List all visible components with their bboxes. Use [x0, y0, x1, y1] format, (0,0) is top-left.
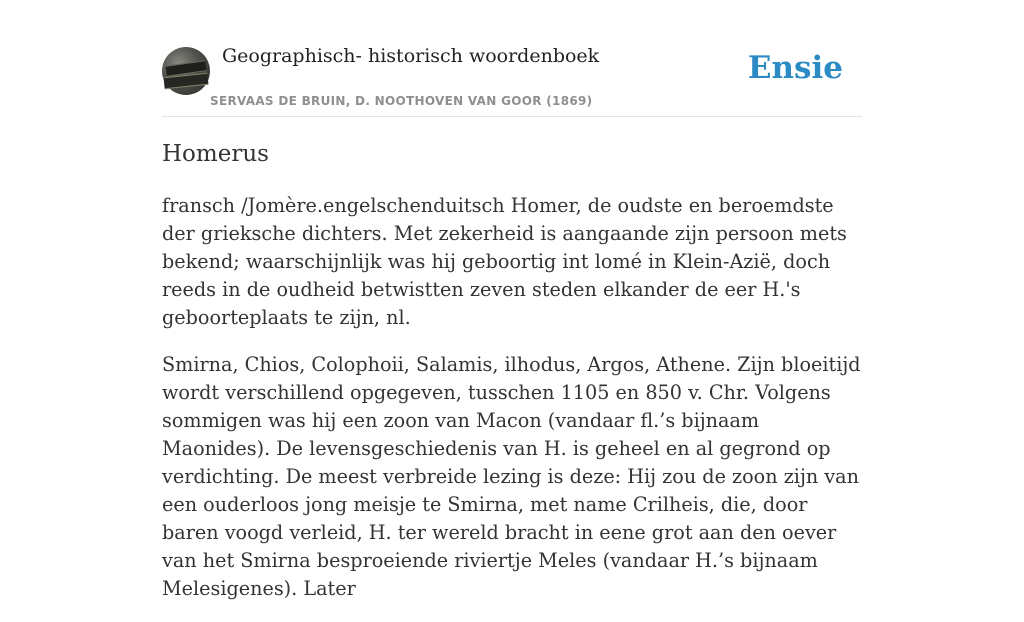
book-cover-avatar[interactable]: [162, 47, 210, 95]
entry-body: [162, 192, 862, 622]
ensie-logo-link[interactable]: Ensie: [747, 50, 843, 86]
entry-paragraph: fransch /Jomère.engelschenduitsch Homer, de oudste en beroemdste der grieksche dichters. Met zekerheid is aangaande zijn persoon mets bekend; waarschijnlijk was hij geboortig int lomé in Klein-Azië, doch reeds in de oudheid betwistten zeven steden elkander de eer H.'s geboorteplaats te zijn, nl.: [162, 194, 847, 329]
content-container: [162, 0, 862, 600]
entry-title: Homerus: [162, 141, 269, 167]
entry-paragraph: Smirna, Chios, Colophoii, Salamis, ilhodus, Argos, Athene. Zijn bloeitijd wordt verschillend opgegeven, tusschen 1105 en 850 v. Chr. Volgens sommigen was hij een zoon van Macon (vandaar fl.’s bijnaam Maonides). De levensgeschiedenis van H. is geheel en al gegrond op verdichting. De meest verbreide lezing is deze: Hij zou de zoon zijn van een ouderloos jong meisje te Smirna, met name Crilheis, die, door baren voogd verleid, H. ter wereld bracht in eene grot aan den oever van het Smirna besproeiende riviertje Meles (vandaar H.’s bijnaam Melesigenes). Later: [162, 353, 861, 600]
book-title[interactable]: Geographisch- historisch woordenboek: [222, 45, 600, 67]
book-author: SERVAAS DE BRUIN, D. NOOTHOVEN VAN GOOR (1869): [210, 94, 593, 108]
book-header: [162, 0, 862, 117]
